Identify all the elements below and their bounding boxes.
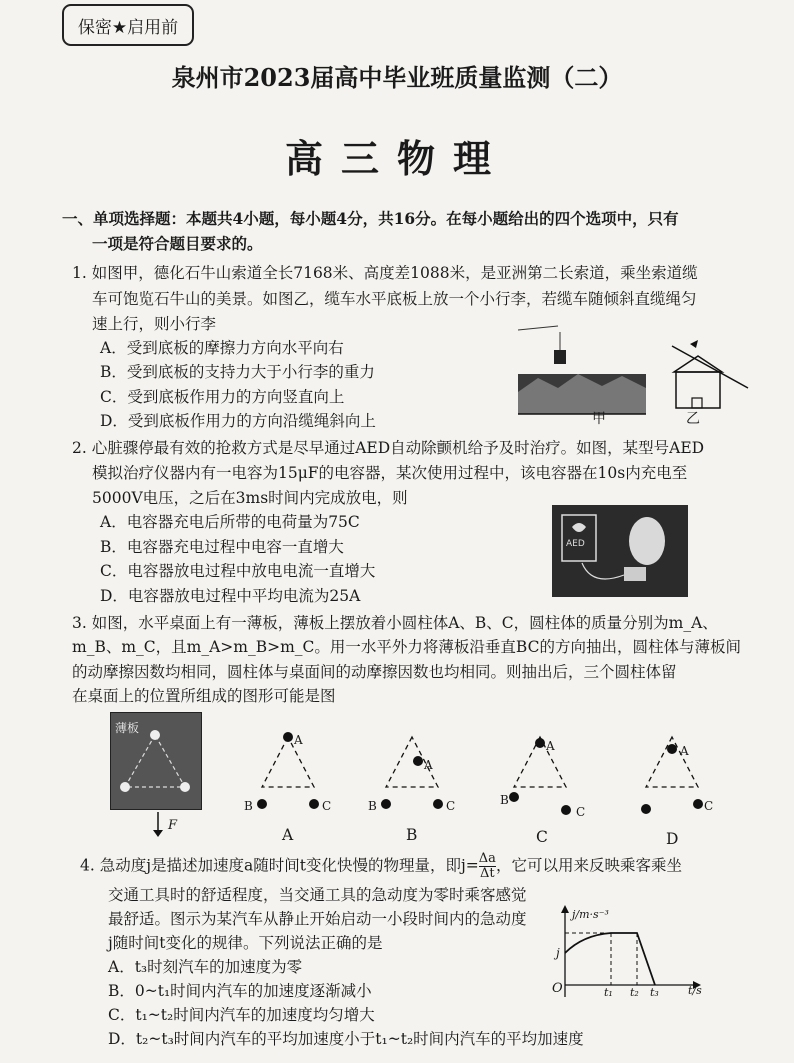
graph-ylabel: j/m·s⁻³: [572, 908, 609, 921]
q2-option-b: B．电容器充电过程中电容一直增大: [100, 538, 344, 556]
force-arrow-icon: [150, 812, 166, 838]
cable-car-body: [676, 372, 720, 408]
cable-car-icon: [554, 350, 566, 364]
q4-option-a: A．t₃时刻汽车的加速度为零: [108, 958, 303, 976]
section-heading-line2: 一项是符合题目要求的。: [92, 234, 263, 253]
q4-stem-line4: j随时间t变化的规律。下列说法正确的是: [108, 934, 383, 952]
q3a-pt-c: C: [322, 799, 332, 813]
jerk-curve: [565, 933, 655, 985]
q3-stem-line3: 的动摩擦因数均相同，圆柱体与桌面间的动摩擦因数也均相同。则抽出后，三个圆柱体留: [72, 663, 677, 681]
q4-stem-pre: 4. 急动度j是描述加速度a随时间t变化快慢的物理量，即j=: [80, 856, 479, 875]
q1-option-b: B．受到底板的支持力大于小行李的重力: [100, 363, 375, 381]
force-label: F: [168, 818, 178, 833]
q2-option-c: C．电容器放电过程中放电电流一直增大: [100, 562, 376, 580]
q4-option-d: D．t₂~t₃时间内汽车的平均加速度小于t₁~t₂时间内汽车的平均加速度: [108, 1030, 584, 1048]
q1-stem-line2: 车可饱览石牛山的美景。如图乙，缆车水平底板上放一个小行李，若缆车随倾斜直缆绳匀: [92, 290, 697, 308]
q3-option-a-label: A: [282, 826, 294, 844]
graph-j0-label: j: [556, 946, 560, 960]
q3-option-c-label: C: [536, 828, 548, 846]
y-axis-arrow: [561, 905, 569, 913]
graph-tick-t1: t₁: [604, 986, 613, 999]
aed-label: AED: [566, 539, 585, 549]
q3-stem-line2: m_B、m_C，且m_A>m_B>m_C。用一水平外力将薄板沿垂直BC的方向抽出，圆柱体与薄板间: [72, 638, 741, 656]
exam-title: 泉州市2023届高中毕业班质量监测（二）: [171, 63, 623, 92]
fig-label-jia: 甲: [592, 411, 606, 427]
q3a-pt-b: B: [244, 799, 253, 813]
q1-option-a: A．受到底板的摩擦力方向水平向右: [100, 339, 344, 357]
board-photo: [110, 712, 202, 810]
heart-icon: [572, 523, 586, 532]
q2-stem-line3: 5000V电压，之后在3ms时间内完成放电，则: [92, 489, 408, 507]
q4-option-b: B．0~t₁时间内汽车的加速度逐渐减小: [108, 982, 372, 1000]
q3c-pt-b: B: [500, 793, 509, 807]
q3c-pt-c: C: [576, 805, 586, 819]
q3-stem-line4: 在桌面上的位置所组成的图形可能是图: [72, 687, 336, 705]
q4-stem-line2: 交通工具时的舒适程度，当交通工具的急动度为零时乘客感觉: [108, 886, 527, 904]
graph-tick-t3: t₃: [650, 986, 659, 999]
cable-line: [672, 346, 748, 388]
graph-tick-t2: t₂: [630, 986, 639, 999]
jerk-formula-denominator: Δt: [480, 866, 495, 881]
q1-option-c: C．受到底板作用力的方向竖直向上: [100, 388, 345, 406]
luggage-icon: [692, 398, 702, 408]
q3b-pt-c: C: [446, 799, 456, 813]
q2-stem-line1: 2. 心脏骤停最有效的抢救方式是尽早通过AED自动除颤机给予及时治疗。如图，某型号AED: [72, 439, 705, 457]
aed-photo: [552, 505, 688, 597]
q4-stem-line1: [80, 852, 682, 881]
q4-stem-line3: 最舒适。图示为某汽车从静止开始启动一小段时间内的急动度: [108, 910, 527, 928]
board-label: 薄板: [115, 721, 140, 735]
q1-stem-line3: 速上行，则小行李: [92, 315, 217, 333]
aed-device: [562, 515, 596, 561]
fig-label-yi: 乙: [686, 411, 700, 427]
q3-option-d-label: D: [666, 830, 679, 848]
q1-figure-yi: [668, 338, 750, 416]
q1-option-d: D．受到底板作用力的方向沿缆绳斜向上: [100, 412, 376, 430]
q3-stem-line1: 3. 如图，水平桌面上有一薄板，薄板上摆放着小圆柱体A、B、C，圆柱体的质量分别为m_A、: [72, 614, 718, 632]
jerk-formula-numerator: Δa: [478, 851, 496, 866]
q2-option-d: D．电容器放电过程中平均电流为25A: [100, 587, 361, 605]
q1-stem-line1: 1. 如图甲，德化石牛山索道全长7168米、高度差1088米，是亚洲第二长索道，乘坐索道缆: [72, 264, 698, 282]
aed-pad: [624, 567, 646, 581]
q3a-pt-a: A: [294, 733, 303, 747]
q2-option-a: A．电容器充电后所带的电荷量为75C: [100, 513, 360, 531]
q3-option-b-label: B: [406, 826, 418, 844]
q4-stem-post: ，它可以用来反映乘客乘坐: [495, 856, 682, 875]
q3b-pt-a: A: [424, 758, 433, 772]
q1-figure-jia: [518, 322, 646, 430]
graph-xlabel: t/s: [688, 984, 702, 997]
confidential-stamp: 保密★启用前: [62, 4, 194, 46]
q2-stem-line2: 模拟治疗仪器内有一电容为15μF的电容器，某次使用过程中，该电容器在10s内充电至: [92, 464, 688, 482]
arrow-icon: [690, 340, 698, 348]
section-heading-line1: 一、单项选择题：本题共4小题，每小题4分，共16分。在每小题给出的四个选项中，只有: [62, 209, 679, 228]
q3b-pt-b: B: [368, 799, 377, 813]
graph-origin: O: [552, 981, 563, 996]
q3d-pt-c: C: [704, 799, 714, 813]
jerk-formula: [479, 852, 496, 881]
torso-figure: [629, 517, 665, 565]
q3c-pt-a: A: [546, 739, 555, 753]
subject-title: 高三物理: [284, 136, 509, 181]
q3d-pt-a: A: [680, 744, 689, 758]
q4-option-c: C．t₁~t₂时间内汽车的加速度均匀增大: [108, 1006, 375, 1024]
